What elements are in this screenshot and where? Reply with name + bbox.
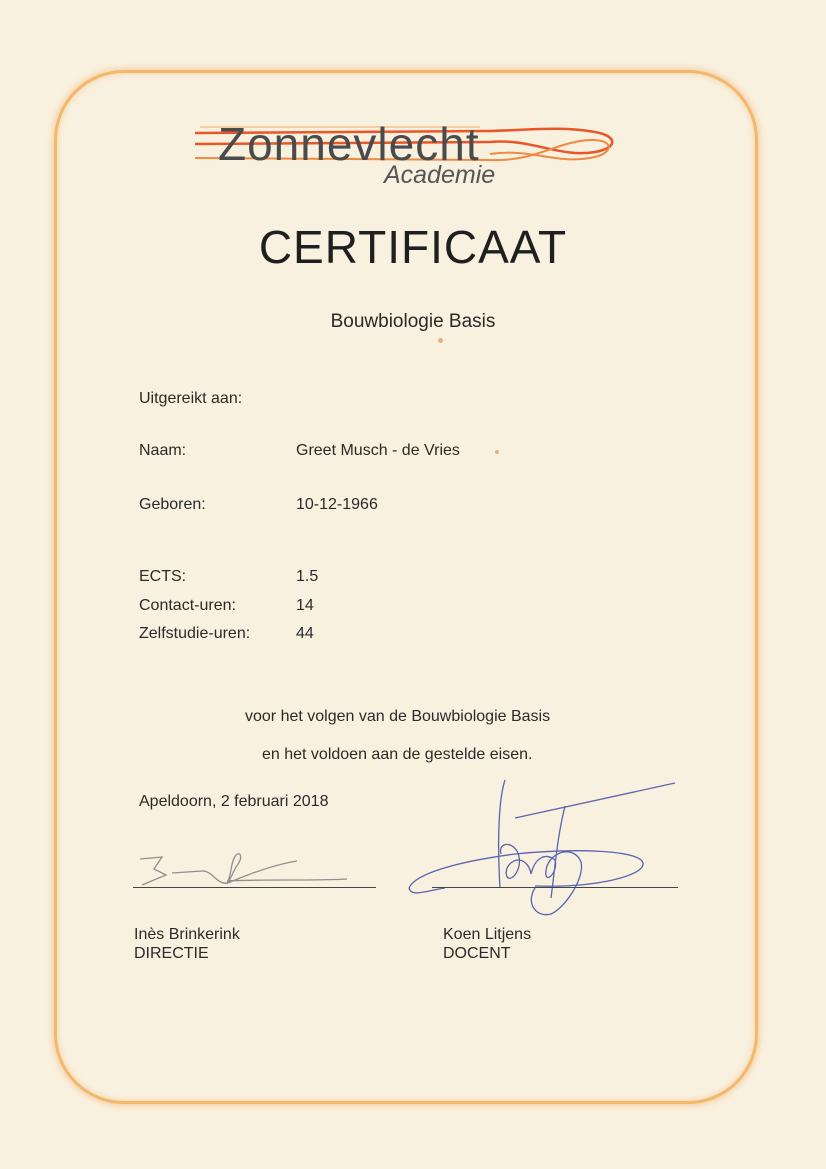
statement-line-1: voor het volgen van de Bouwbiologie Basis: [245, 708, 551, 725]
signature-line-left: [133, 887, 376, 888]
signature-right: [405, 778, 695, 918]
logo-wordmark: Zonnevlecht: [218, 118, 480, 170]
contact-hours-label: Contact-uren:: [139, 597, 236, 614]
ects-label: ECTS:: [139, 568, 187, 585]
issued-to-label: Uitgereikt aan:: [139, 390, 243, 407]
ects-value: 1.5: [296, 568, 319, 585]
name-label: Naam:: [139, 442, 187, 459]
logo-subtitle: Academie: [384, 161, 496, 189]
signature-line-right: [432, 887, 678, 888]
self-study-hours-value: 44: [296, 625, 314, 642]
decorative-dot: [438, 338, 443, 343]
born-value: 10-12-1966: [296, 496, 378, 513]
course-name: Bouwbiologie Basis: [330, 311, 496, 332]
contact-hours-value: 14: [296, 597, 314, 614]
self-study-hours-label: Zelfstudie-uren:: [139, 625, 251, 642]
name-value: Greet Musch - de Vries: [296, 442, 460, 459]
right-signatory-name: Koen Litjens: [443, 926, 532, 943]
right-signatory-role: DOCENT: [443, 945, 511, 962]
left-signatory-role: DIRECTIE: [134, 945, 209, 962]
left-signatory-name: Inès Brinkerink: [134, 926, 240, 943]
born-label: Geboren:: [139, 496, 206, 513]
certificate-title: CERTIFICAAT: [258, 221, 568, 273]
place-date: Apeldoorn, 2 februari 2018: [139, 793, 329, 810]
decorative-dot: [495, 450, 499, 454]
statement-line-2: en het voldoen aan de gestelde eisen.: [262, 746, 533, 763]
